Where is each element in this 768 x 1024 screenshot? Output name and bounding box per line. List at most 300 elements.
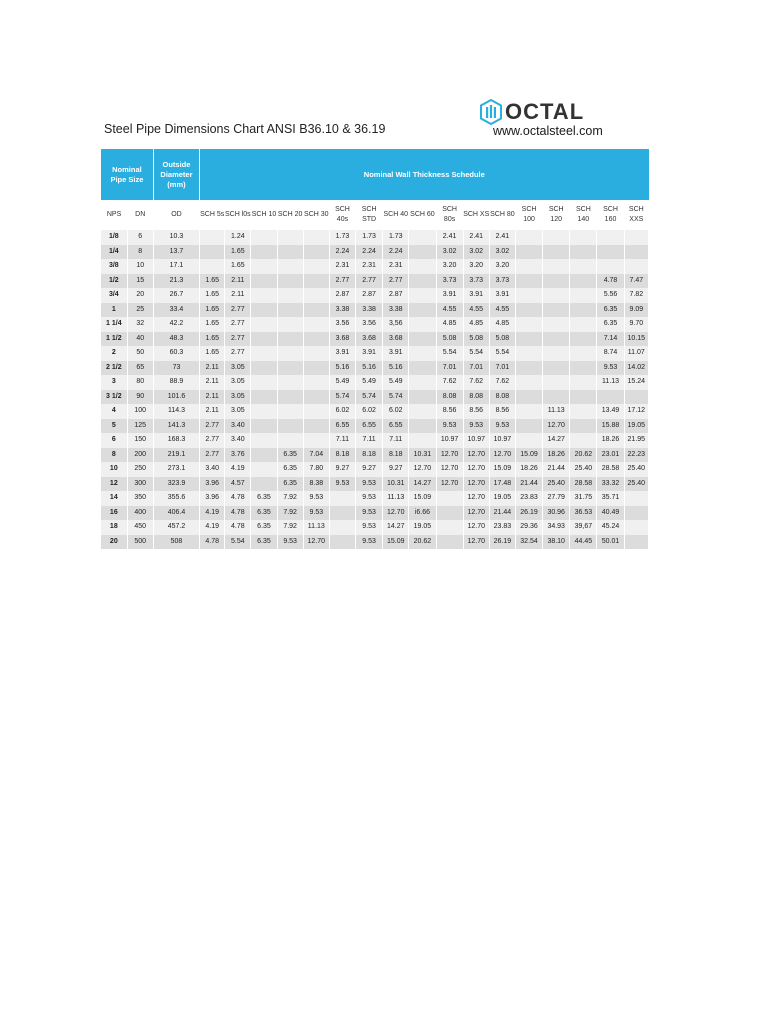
column-header-row bbox=[101, 200, 649, 230]
cell-dn: 40 bbox=[127, 332, 153, 347]
column-header: DN bbox=[127, 200, 153, 230]
logo-url: www.octalsteel.com bbox=[493, 124, 603, 138]
cell-thickness bbox=[409, 404, 436, 419]
cell-thickness: 2.11 bbox=[200, 404, 225, 419]
cell-thickness bbox=[251, 404, 277, 419]
cell-thickness: 1.65 bbox=[200, 317, 225, 332]
cell-od: 17.1 bbox=[153, 259, 199, 274]
cell-thickness bbox=[543, 390, 570, 405]
cell-thickness: i6.66 bbox=[409, 506, 436, 521]
cell-thickness bbox=[277, 419, 303, 434]
cell-thickness bbox=[200, 245, 225, 260]
cell-thickness: 4.19 bbox=[200, 506, 225, 521]
cell-od: 355.6 bbox=[153, 491, 199, 506]
cell-thickness: 20.62 bbox=[409, 535, 436, 550]
cell-thickness bbox=[570, 375, 597, 390]
cell-thickness: 1.65 bbox=[200, 346, 225, 361]
cell-thickness bbox=[624, 491, 648, 506]
cell-od: 10.3 bbox=[153, 230, 199, 245]
cell-thickness bbox=[515, 361, 542, 376]
cell-thickness bbox=[515, 346, 542, 361]
cell-nps: 16 bbox=[101, 506, 127, 521]
cell-thickness: 9.53 bbox=[356, 491, 383, 506]
logo-wordmark: OCTAL bbox=[505, 99, 585, 124]
cell-thickness: 36.53 bbox=[570, 506, 597, 521]
cell-thickness bbox=[303, 259, 329, 274]
cell-thickness: 7.14 bbox=[597, 332, 624, 347]
cell-thickness: 12.70 bbox=[436, 448, 463, 463]
cell-dn: 250 bbox=[127, 462, 153, 477]
cell-thickness: 1.65 bbox=[200, 288, 225, 303]
cell-thickness: 3.56 bbox=[356, 317, 383, 332]
cell-thickness: 23.83 bbox=[515, 491, 542, 506]
cell-od: 60.3 bbox=[153, 346, 199, 361]
table-row bbox=[101, 230, 649, 245]
cell-thickness: 35.71 bbox=[597, 491, 624, 506]
cell-thickness: 9.70 bbox=[624, 317, 648, 332]
cell-thickness bbox=[515, 390, 542, 405]
cell-thickness: 17.12 bbox=[624, 404, 648, 419]
cell-thickness bbox=[515, 404, 542, 419]
cell-thickness: 7.92 bbox=[277, 520, 303, 535]
cell-thickness: 2.77 bbox=[225, 317, 251, 332]
cell-thickness: 3.96 bbox=[200, 491, 225, 506]
cell-nps: 3/4 bbox=[101, 288, 127, 303]
cell-thickness bbox=[570, 288, 597, 303]
cell-thickness: 8.74 bbox=[597, 346, 624, 361]
cell-dn: 100 bbox=[127, 404, 153, 419]
cell-thickness: 5.54 bbox=[436, 346, 463, 361]
column-header: NPS bbox=[101, 200, 127, 230]
cell-thickness bbox=[515, 259, 542, 274]
table-row bbox=[101, 332, 649, 347]
cell-od: 323.9 bbox=[153, 477, 199, 492]
cell-thickness: 28.58 bbox=[597, 462, 624, 477]
cell-thickness bbox=[303, 375, 329, 390]
cell-thickness: 15.09 bbox=[515, 448, 542, 463]
cell-thickness: 2.77 bbox=[225, 346, 251, 361]
cell-thickness bbox=[303, 230, 329, 245]
cell-thickness: 10.15 bbox=[624, 332, 648, 347]
cell-nps: 4 bbox=[101, 404, 127, 419]
cell-thickness: 15.88 bbox=[597, 419, 624, 434]
cell-thickness bbox=[251, 303, 277, 318]
pipe-dimensions-table bbox=[101, 149, 649, 549]
cell-thickness: 3.38 bbox=[356, 303, 383, 318]
column-header: SCH 120 bbox=[543, 200, 570, 230]
column-header: SCH 20 bbox=[277, 200, 303, 230]
cell-nps: 1/2 bbox=[101, 274, 127, 289]
cell-thickness bbox=[303, 346, 329, 361]
cell-thickness: 2.31 bbox=[383, 259, 409, 274]
cell-thickness bbox=[251, 477, 277, 492]
cell-thickness: 4.55 bbox=[463, 303, 489, 318]
cell-thickness: 1.73 bbox=[329, 230, 355, 245]
cell-thickness: 3.91 bbox=[383, 346, 409, 361]
table-row bbox=[101, 346, 649, 361]
cell-thickness: 3.68 bbox=[329, 332, 355, 347]
cell-thickness: 14.27 bbox=[383, 520, 409, 535]
table-row bbox=[101, 375, 649, 390]
cell-thickness: 6.35 bbox=[251, 491, 277, 506]
cell-dn: 125 bbox=[127, 419, 153, 434]
cell-thickness: 6.35 bbox=[251, 506, 277, 521]
cell-thickness: 2.11 bbox=[200, 361, 225, 376]
cell-thickness: 12.70 bbox=[543, 419, 570, 434]
cell-thickness: 12.70 bbox=[383, 506, 409, 521]
cell-nps: 5 bbox=[101, 419, 127, 434]
cell-thickness: 3.91 bbox=[356, 346, 383, 361]
cell-thickness: 3.91 bbox=[489, 288, 515, 303]
cell-thickness: 40.49 bbox=[597, 506, 624, 521]
cell-nps: 8 bbox=[101, 448, 127, 463]
cell-nps: 18 bbox=[101, 520, 127, 535]
cell-thickness: 12.70 bbox=[463, 506, 489, 521]
table-row bbox=[101, 288, 649, 303]
column-header: SCH 40s bbox=[329, 200, 355, 230]
table-row bbox=[101, 259, 649, 274]
cell-thickness: 8.38 bbox=[303, 477, 329, 492]
cell-thickness: 5.16 bbox=[329, 361, 355, 376]
cell-od: 21.3 bbox=[153, 274, 199, 289]
cell-thickness: 9.53 bbox=[329, 477, 355, 492]
cell-nps: 3/8 bbox=[101, 259, 127, 274]
cell-thickness: 5.49 bbox=[329, 375, 355, 390]
table-row bbox=[101, 535, 649, 550]
cell-thickness: 6.35 bbox=[597, 317, 624, 332]
table-row bbox=[101, 448, 649, 463]
cell-thickness: 1.65 bbox=[200, 332, 225, 347]
cell-thickness bbox=[543, 317, 570, 332]
cell-thickness: 3.38 bbox=[329, 303, 355, 318]
cell-thickness bbox=[329, 520, 355, 535]
cell-thickness: 3,56 bbox=[383, 317, 409, 332]
cell-thickness bbox=[277, 332, 303, 347]
cell-nps: 14 bbox=[101, 491, 127, 506]
cell-thickness bbox=[277, 317, 303, 332]
table-row bbox=[101, 274, 649, 289]
cell-thickness bbox=[515, 245, 542, 260]
cell-thickness: 17.48 bbox=[489, 477, 515, 492]
cell-thickness: 6.35 bbox=[277, 477, 303, 492]
cell-thickness bbox=[515, 419, 542, 434]
cell-thickness: 3.73 bbox=[489, 274, 515, 289]
cell-dn: 400 bbox=[127, 506, 153, 521]
cell-thickness: 9.53 bbox=[356, 477, 383, 492]
cell-thickness: 7.04 bbox=[303, 448, 329, 463]
cell-thickness: 7.11 bbox=[383, 433, 409, 448]
cell-thickness: 9.09 bbox=[624, 303, 648, 318]
cell-thickness: 3.05 bbox=[225, 404, 251, 419]
cell-dn: 25 bbox=[127, 303, 153, 318]
cell-thickness: 3.20 bbox=[463, 259, 489, 274]
cell-thickness: 2.24 bbox=[329, 245, 355, 260]
header-outside-diameter: Outside Diameter (mm) bbox=[153, 149, 199, 200]
cell-thickness: 9.53 bbox=[277, 535, 303, 550]
cell-thickness bbox=[624, 390, 648, 405]
cell-thickness bbox=[251, 259, 277, 274]
cell-dn: 150 bbox=[127, 433, 153, 448]
cell-thickness bbox=[543, 230, 570, 245]
cell-thickness: 3.40 bbox=[225, 419, 251, 434]
cell-od: 26.7 bbox=[153, 288, 199, 303]
cell-thickness: 28.58 bbox=[570, 477, 597, 492]
cell-thickness: 4.78 bbox=[225, 506, 251, 521]
cell-thickness: 4.57 bbox=[225, 477, 251, 492]
cell-thickness: 1.65 bbox=[225, 245, 251, 260]
cell-thickness: 3.91 bbox=[329, 346, 355, 361]
cell-thickness bbox=[409, 274, 436, 289]
cell-thickness bbox=[277, 288, 303, 303]
cell-thickness: 2.87 bbox=[329, 288, 355, 303]
cell-thickness: 10.31 bbox=[409, 448, 436, 463]
cell-thickness: 9.53 bbox=[303, 491, 329, 506]
cell-od: 273.1 bbox=[153, 462, 199, 477]
cell-thickness: 18.26 bbox=[543, 448, 570, 463]
cell-thickness bbox=[409, 303, 436, 318]
cell-thickness bbox=[251, 375, 277, 390]
cell-thickness: 15.24 bbox=[624, 375, 648, 390]
cell-thickness: 8.56 bbox=[436, 404, 463, 419]
cell-nps: 1 1/4 bbox=[101, 317, 127, 332]
cell-thickness bbox=[251, 346, 277, 361]
cell-thickness bbox=[597, 390, 624, 405]
cell-thickness: 11.13 bbox=[303, 520, 329, 535]
cell-thickness: 7.62 bbox=[463, 375, 489, 390]
cell-thickness: 1.65 bbox=[200, 303, 225, 318]
cell-thickness: 14.27 bbox=[409, 477, 436, 492]
cell-thickness bbox=[277, 230, 303, 245]
cell-thickness bbox=[409, 361, 436, 376]
cell-thickness: 2.87 bbox=[383, 288, 409, 303]
cell-thickness: 3.73 bbox=[436, 274, 463, 289]
cell-thickness: 2.77 bbox=[225, 303, 251, 318]
cell-thickness: 9.53 bbox=[356, 506, 383, 521]
cell-thickness: 9.53 bbox=[489, 419, 515, 434]
cell-thickness bbox=[624, 245, 648, 260]
cell-dn: 80 bbox=[127, 375, 153, 390]
column-header: SCH 80s bbox=[436, 200, 463, 230]
cell-thickness: 3.05 bbox=[225, 361, 251, 376]
cell-thickness: 1.73 bbox=[383, 230, 409, 245]
cell-thickness bbox=[436, 535, 463, 550]
column-header: SCH l0s bbox=[225, 200, 251, 230]
cell-thickness: 13.49 bbox=[597, 404, 624, 419]
cell-thickness bbox=[624, 520, 648, 535]
cell-thickness: 7.01 bbox=[489, 361, 515, 376]
cell-thickness: 11.13 bbox=[597, 375, 624, 390]
cell-dn: 200 bbox=[127, 448, 153, 463]
cell-thickness: 26.19 bbox=[489, 535, 515, 550]
cell-od: 457.2 bbox=[153, 520, 199, 535]
cell-thickness bbox=[409, 332, 436, 347]
cell-thickness bbox=[409, 390, 436, 405]
cell-dn: 6 bbox=[127, 230, 153, 245]
cell-thickness: 5.74 bbox=[383, 390, 409, 405]
cell-nps: 6 bbox=[101, 433, 127, 448]
column-header: SCH XXS bbox=[624, 200, 648, 230]
cell-thickness: 23.01 bbox=[597, 448, 624, 463]
cell-thickness: 8.08 bbox=[489, 390, 515, 405]
cell-thickness: 29.36 bbox=[515, 520, 542, 535]
cell-thickness: 3.68 bbox=[356, 332, 383, 347]
cell-thickness: 6.35 bbox=[251, 520, 277, 535]
cell-thickness bbox=[251, 288, 277, 303]
cell-thickness: 11.13 bbox=[383, 491, 409, 506]
cell-thickness: 3.02 bbox=[436, 245, 463, 260]
column-header: OD bbox=[153, 200, 199, 230]
cell-thickness: 2.24 bbox=[383, 245, 409, 260]
cell-thickness bbox=[570, 303, 597, 318]
cell-thickness bbox=[277, 259, 303, 274]
cell-thickness: 9.27 bbox=[383, 462, 409, 477]
cell-thickness: 25.40 bbox=[570, 462, 597, 477]
cell-thickness bbox=[277, 346, 303, 361]
cell-thickness bbox=[303, 288, 329, 303]
cell-thickness bbox=[409, 230, 436, 245]
cell-thickness bbox=[303, 433, 329, 448]
cell-thickness: 8.18 bbox=[356, 448, 383, 463]
cell-thickness: 9.27 bbox=[356, 462, 383, 477]
cell-thickness: 4.78 bbox=[200, 535, 225, 550]
cell-thickness bbox=[624, 535, 648, 550]
cell-thickness: 3.56 bbox=[329, 317, 355, 332]
cell-nps: 1 bbox=[101, 303, 127, 318]
cell-od: 406.4 bbox=[153, 506, 199, 521]
table-row bbox=[101, 317, 649, 332]
cell-thickness: 3.91 bbox=[463, 288, 489, 303]
cell-thickness bbox=[251, 462, 277, 477]
cell-thickness: 2.41 bbox=[463, 230, 489, 245]
cell-thickness: 5.16 bbox=[356, 361, 383, 376]
cell-thickness bbox=[570, 390, 597, 405]
octal-logo-icon bbox=[479, 99, 503, 125]
cell-thickness bbox=[515, 317, 542, 332]
table-row bbox=[101, 477, 649, 492]
cell-thickness: 1.65 bbox=[200, 274, 225, 289]
cell-thickness bbox=[277, 245, 303, 260]
cell-thickness: 3.40 bbox=[200, 462, 225, 477]
cell-od: 219.1 bbox=[153, 448, 199, 463]
cell-thickness bbox=[329, 506, 355, 521]
cell-dn: 20 bbox=[127, 288, 153, 303]
column-header: SCH 100 bbox=[515, 200, 542, 230]
cell-thickness bbox=[303, 274, 329, 289]
cell-thickness: 5.08 bbox=[489, 332, 515, 347]
table-row bbox=[101, 245, 649, 260]
cell-thickness: 9.27 bbox=[329, 462, 355, 477]
cell-thickness: 12.70 bbox=[436, 477, 463, 492]
table-row bbox=[101, 491, 649, 506]
cell-thickness: 3.02 bbox=[489, 245, 515, 260]
cell-thickness bbox=[543, 288, 570, 303]
cell-dn: 15 bbox=[127, 274, 153, 289]
cell-thickness: 25.40 bbox=[624, 462, 648, 477]
cell-thickness: 7.11 bbox=[356, 433, 383, 448]
cell-thickness: 8.56 bbox=[463, 404, 489, 419]
cell-nps: 3 bbox=[101, 375, 127, 390]
cell-thickness: 4.78 bbox=[225, 491, 251, 506]
cell-thickness bbox=[251, 317, 277, 332]
cell-thickness bbox=[570, 433, 597, 448]
cell-thickness: 5.08 bbox=[463, 332, 489, 347]
cell-thickness: 1.73 bbox=[356, 230, 383, 245]
cell-thickness: 10.97 bbox=[463, 433, 489, 448]
cell-thickness: 33.32 bbox=[597, 477, 624, 492]
cell-thickness: 6.35 bbox=[277, 462, 303, 477]
cell-thickness: 4.55 bbox=[436, 303, 463, 318]
cell-thickness bbox=[251, 419, 277, 434]
cell-thickness: 12.70 bbox=[463, 535, 489, 550]
cell-thickness: 25.40 bbox=[543, 477, 570, 492]
cell-thickness: 5.74 bbox=[356, 390, 383, 405]
cell-thickness bbox=[543, 274, 570, 289]
cell-thickness: 3.05 bbox=[225, 390, 251, 405]
cell-thickness: 3.38 bbox=[383, 303, 409, 318]
cell-thickness: 6.35 bbox=[277, 448, 303, 463]
cell-thickness: 3.68 bbox=[383, 332, 409, 347]
cell-thickness: 12.70 bbox=[463, 491, 489, 506]
cell-thickness: 6.35 bbox=[251, 535, 277, 550]
cell-thickness: 7.92 bbox=[277, 506, 303, 521]
cell-thickness: 12.70 bbox=[463, 520, 489, 535]
cell-thickness: 3.20 bbox=[436, 259, 463, 274]
cell-nps: 2 bbox=[101, 346, 127, 361]
cell-thickness bbox=[251, 433, 277, 448]
cell-thickness: 38.10 bbox=[543, 535, 570, 550]
cell-od: 42.2 bbox=[153, 317, 199, 332]
cell-thickness: 10.97 bbox=[436, 433, 463, 448]
table-row bbox=[101, 404, 649, 419]
cell-thickness bbox=[409, 288, 436, 303]
cell-thickness: 19.05 bbox=[409, 520, 436, 535]
cell-thickness bbox=[251, 448, 277, 463]
cell-thickness: 5.16 bbox=[383, 361, 409, 376]
cell-thickness: 5.49 bbox=[356, 375, 383, 390]
cell-thickness bbox=[277, 375, 303, 390]
cell-thickness bbox=[515, 303, 542, 318]
table-row bbox=[101, 433, 649, 448]
cell-thickness: 32.54 bbox=[515, 535, 542, 550]
cell-thickness: 2.77 bbox=[383, 274, 409, 289]
cell-od: 168.3 bbox=[153, 433, 199, 448]
cell-thickness: 11.13 bbox=[543, 404, 570, 419]
cell-thickness: 12.70 bbox=[463, 462, 489, 477]
cell-thickness bbox=[409, 433, 436, 448]
cell-thickness: 2.11 bbox=[225, 288, 251, 303]
cell-thickness: 2.77 bbox=[356, 274, 383, 289]
cell-nps: 10 bbox=[101, 462, 127, 477]
cell-thickness: 2.31 bbox=[356, 259, 383, 274]
cell-thickness: 2.77 bbox=[200, 433, 225, 448]
cell-thickness: 21.44 bbox=[543, 462, 570, 477]
cell-thickness: 23.83 bbox=[489, 520, 515, 535]
cell-thickness bbox=[515, 230, 542, 245]
cell-thickness: 4.55 bbox=[489, 303, 515, 318]
cell-thickness: 7.82 bbox=[624, 288, 648, 303]
cell-thickness bbox=[570, 346, 597, 361]
document-title: Steel Pipe Dimensions Chart ANSI B36.10 & 36.19 bbox=[104, 122, 386, 136]
cell-od: 13.7 bbox=[153, 245, 199, 260]
table-body bbox=[101, 230, 649, 549]
cell-thickness: 3.05 bbox=[225, 375, 251, 390]
cell-thickness: 4.19 bbox=[225, 462, 251, 477]
cell-thickness bbox=[515, 332, 542, 347]
cell-thickness: 9.53 bbox=[436, 419, 463, 434]
cell-thickness bbox=[624, 259, 648, 274]
cell-thickness: 39,67 bbox=[570, 520, 597, 535]
cell-thickness: 6.55 bbox=[356, 419, 383, 434]
